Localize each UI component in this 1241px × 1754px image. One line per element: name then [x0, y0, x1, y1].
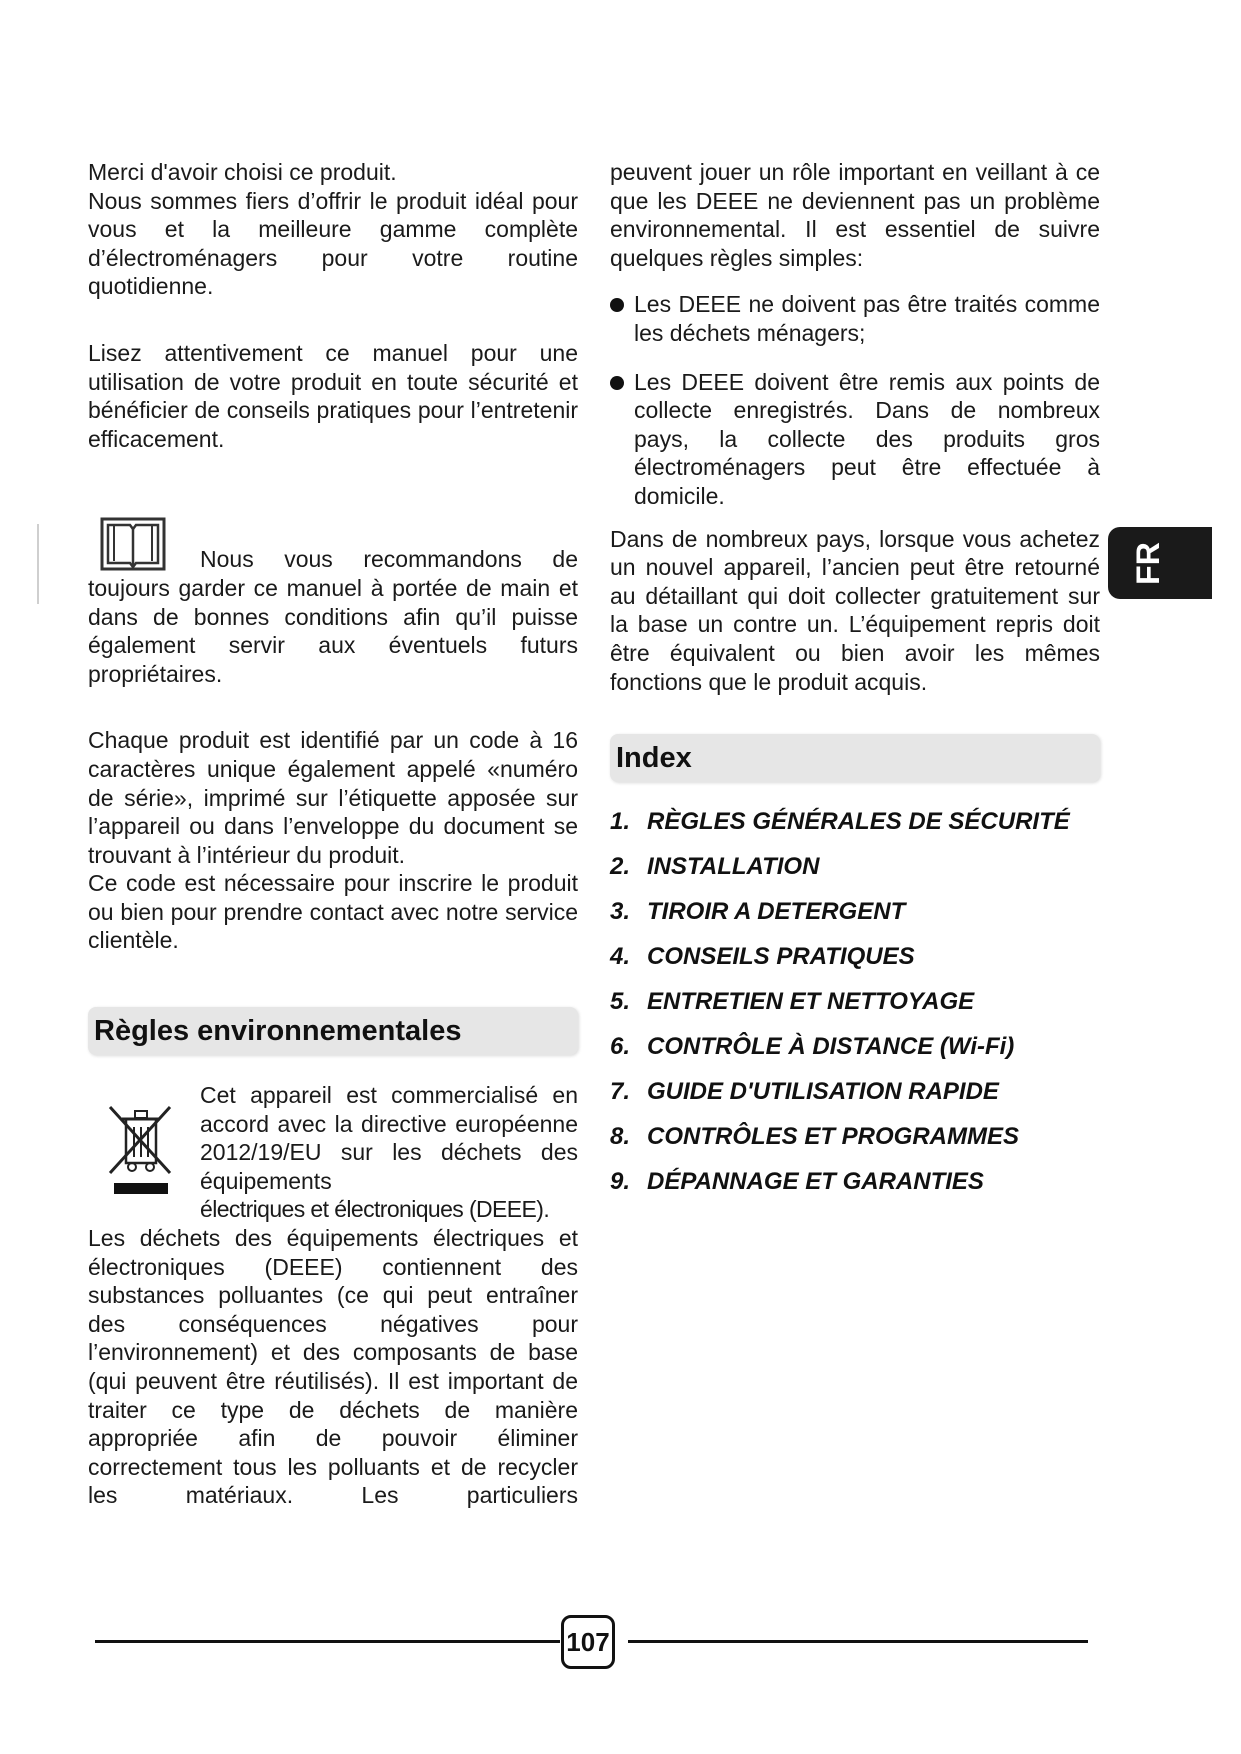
margin-mark [37, 524, 39, 604]
index-item[interactable] [610, 1168, 1100, 1213]
index-item[interactable] [610, 943, 1100, 988]
index-number: 1. [610, 808, 631, 836]
bullet-item [610, 368, 1100, 511]
index-number: 9. [610, 1168, 631, 1196]
index-list [610, 808, 1100, 1213]
keep-manual-block [88, 515, 578, 688]
index-number: 5. [610, 988, 631, 1016]
index-number: 3. [610, 898, 631, 926]
left-column [88, 158, 578, 1510]
index-label: CONTRÔLES ET PROGRAMMES [647, 1123, 1020, 1151]
right-column [610, 158, 1100, 1213]
index-label: INSTALLATION [647, 853, 820, 881]
index-item[interactable] [610, 1033, 1100, 1078]
read-manual-paragraph: Lisez attentivement ce manuel pour une utilisation de votre produit en toute sécurité et bénéficier de conseils pratiques pour l’entretenir efficacement. [88, 339, 578, 452]
index-number: 7. [610, 1078, 631, 1106]
index-item[interactable] [610, 898, 1100, 943]
index-number: 2. [610, 853, 631, 881]
index-number: 6. [610, 1033, 631, 1061]
index-label: GUIDE D'UTILISATION RAPIDE [647, 1078, 999, 1106]
crossed-bin-icon [106, 1097, 176, 1197]
bullet-item [610, 290, 1100, 347]
intro-paragraph: Nous sommes fiers d’offrir le produit idéal pour vous et la meilleure gamme complète d’électroménagers pour votre routine quotidienne. [88, 187, 578, 300]
bullet-dot [610, 298, 624, 312]
index-item[interactable] [610, 808, 1100, 853]
serial-number-paragraph: Chaque produit est identifié par un code à 16 caractères unique également appelé «numéro de série», imprimé sur l’étiquette apposée sur l’appareil ou dans l’enveloppe du document se trouvant à l’intérieur du produit. [88, 727, 578, 868]
index-label: CONSEILS PRATIQUES [647, 943, 915, 971]
intro-greeting: Merci d'avoir choisi ce produit. [88, 159, 397, 185]
bullet-text: Les DEEE ne doivent pas être traités comme les déchets ménagers; [634, 291, 1100, 346]
language-tab-label: FR [1129, 541, 1166, 585]
keep-manual-paragraph: toujours garder ce manuel à portée de main et dans de bonnes conditions afin qu’il puisse également servir aux éventuels futurs propriétaires. [88, 574, 578, 687]
bullet-text: Les DEEE doivent être remis aux points de collecte enregistrés. Dans de nombreux pays, la collecte des produits gros électroménagers peut être effectuée à domicile. [634, 368, 1100, 509]
index-label: ENTRETIEN ET NETTOYAGE [647, 988, 975, 1016]
weee-body-paragraph: Les déchets des équipements électriques et électroniques (DEEE) contiennent des substances polluantes (ce qui peut entraîner des conséquences négatives pour l’environnement) et des composants de base (qui peuvent être réutilisés). Il est important de traiter ce type de déchets de manière appropriée afin de pouvoir éliminer correctement tous les polluants et de recycler les matériaux. Les particuliers [88, 1225, 578, 1509]
index-number: 8. [610, 1123, 631, 1151]
index-heading: Index [616, 741, 692, 774]
index-item[interactable] [610, 988, 1100, 1033]
footer-rule-right [628, 1640, 1088, 1643]
index-label: TIROIR A DETERGENT [647, 898, 906, 926]
index-number: 4. [610, 943, 631, 971]
weee-directive-last: électriques et électroniques (DEEE). [200, 1196, 550, 1223]
page-number: 107 [561, 1615, 615, 1669]
index-item[interactable] [610, 853, 1100, 898]
index-item[interactable] [610, 1123, 1100, 1168]
index-item[interactable] [610, 1078, 1100, 1123]
footer-rule-left [95, 1640, 560, 1643]
weee-directive-text: Cet appareil est commercialisé en accord avec la directive européenne 2012/19/EU sur les déchets des équipements [200, 1082, 578, 1194]
env-heading: Règles environnementales [94, 1014, 462, 1047]
bullet-dot [610, 376, 624, 390]
index-label: DÉPANNAGE ET GARANTIES [647, 1168, 984, 1196]
index-label: CONTRÔLE À DISTANCE (Wi-Fi) [647, 1033, 1015, 1061]
weee-continuation: peuvent jouer un rôle important en veillant à ce que les DEEE ne deviennent pas un problème environnemental. Il est essentiel de suivre quelques règles simples: [610, 159, 1100, 271]
book-icon [100, 517, 166, 573]
env-heading-box [88, 1007, 578, 1055]
index-label: RÈGLES GÉNÉRALES DE SÉCURITÉ [647, 808, 1070, 836]
index-heading-box [610, 734, 1100, 782]
return-appliance-paragraph: Dans de nombreux pays, lorsque vous achetez un nouvel appareil, l’ancien peut être retourné au détaillant qui doit collecter gratuitement sur la base un contre un. L’équipement repris doit être équivalent ou bien avoir les mêmes fonctions que le produit acquis. [610, 525, 1100, 695]
keep-manual-first-line: Nous vous recommandons de [200, 546, 578, 573]
weee-block [88, 1081, 578, 1510]
language-tab [1108, 527, 1212, 599]
serial-code-paragraph: Ce code est nécessaire pour inscrire le produit ou bien pour prendre contact avec notre service clientèle. [88, 870, 578, 954]
